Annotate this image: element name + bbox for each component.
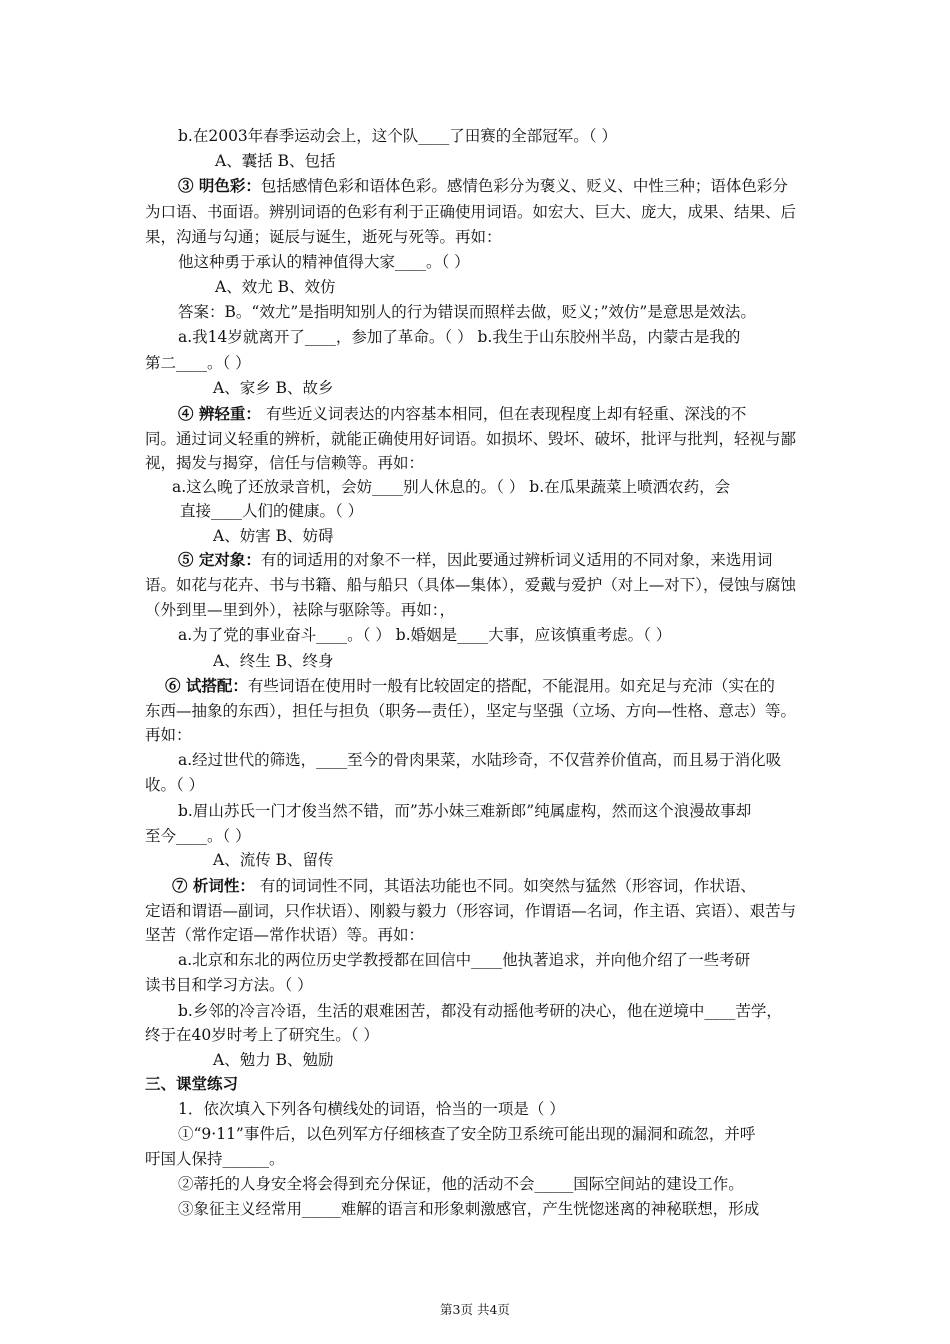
options-line: A、妨害 B、妨碍 <box>213 527 334 545</box>
heading-text: 有些近义词表达的内容基本相同，但在表现程度上却有轻重、深浅的不 <box>260 405 747 423</box>
options-line: A、终生 B、终身 <box>213 652 334 670</box>
heading-text: 包括感情色彩和语体色彩。感情色彩分为褒义、贬义、中性三种；语体色彩分 <box>260 177 788 195</box>
heading-text: 有的词词性不同，其语法功能也不同。如突然与猛然（形容词，作状语、 <box>254 877 756 895</box>
text-line: 视，揭发与揭穿，信任与信赖等。再如： <box>145 454 425 472</box>
text-line: 为口语、书面语。辨别词语的色彩有利于正确使用词语。如宏大、巨大、庞大，成果、结果、后 <box>145 203 797 221</box>
section-heading-color <box>178 176 788 196</box>
text-line: a.为了党的事业奋斗____。（ ） b.婚姻是____大事，应该慎重考虑。（ ） <box>178 626 672 644</box>
options-line: A、勉力 B、勉励 <box>213 1051 334 1069</box>
section-heading-object <box>178 550 772 570</box>
heading-label: ⑥ 试搭配： <box>165 676 248 695</box>
heading-label: ⑦ 析词性： <box>172 876 255 895</box>
text-line: 同。通过词义轻重的辨析，就能正确使用好词语。如损坏、毁坏、破坏，批评与批判，轻视与鄙 <box>145 430 797 448</box>
text-line: b.在2003年春季运动会上，这个队____了田赛的全部冠军。（ ） <box>178 127 617 145</box>
options-line: A、囊括 B、包括 <box>215 152 336 170</box>
text-line: a.我14岁就离开了____，参加了革命。（ ） b.我生于山东胶州半岛，内蒙古是我的 <box>178 328 741 346</box>
text-line: 定语和谓语—副词，只作状语）、刚毅与毅力（形容词，作谓语—名词，作主语、宾语）、艰苦与 <box>145 902 797 920</box>
text-line: 再如： <box>145 726 192 744</box>
heading-label: ③ 明色彩： <box>178 176 261 195</box>
text-line: 东西—抽象的东西），担任与担负（职务—责任），坚定与坚强（立场、方向—性格、意志）等。 <box>145 702 797 720</box>
text-line: 第二____。（ ） <box>145 354 251 372</box>
text-line: 读书目和学习方法。（ ） <box>145 976 313 994</box>
options-line: A、家乡 B、故乡 <box>213 379 334 397</box>
section-heading-part-of-speech <box>172 876 756 896</box>
text-line: a.经过世代的筛选，____至今的骨肉果菜，水陆珍奇，不仅营养价值高，而且易于消化吸 <box>178 751 782 769</box>
text-line: 果，沟通与勾通；诞辰与诞生，逝死与死等。再如： <box>145 228 502 246</box>
text-line: （外到里—里到外），袪除与驱除等。再如：， <box>145 601 456 619</box>
heading-label: ⑤ 定对象： <box>178 550 261 569</box>
text-line: a.北京和东北的两位历史学教授都在回信中____他执著追求，并向他介绍了一些考研 <box>178 951 751 969</box>
text-line: b.眉山苏氏一门才俊当然不错，而”苏小妹三难新郎”纯属虚构，然而这个浪漫故事却 <box>178 802 752 820</box>
text-line: 直接____人们的健康。（ ） <box>180 502 364 520</box>
question-line: ②蒂托的人身安全将会得到充分保证，他的活动不会_____国际空间站的建设工作。 <box>178 1175 744 1193</box>
question-line: 1．依次填入下列各句横线处的词语，恰当的一项是（ ） <box>178 1100 565 1118</box>
options-line: A、流传 B、留传 <box>213 851 334 869</box>
text-line: b.乡邻的冷言冷语，生活的艰难困苦，都没有动摇他考研的决心，他在逆境中____苦学， <box>178 1002 782 1020</box>
answer-line: 答案：B。“效尤”是指明知别人的行为错误而照样去做，贬义；”效仿”是意思是效法。 <box>178 303 756 321</box>
section-title: 三、课堂练习 <box>145 1074 239 1093</box>
text-line: 语。如花与花卉、书与书籍、船与船只（具体—集体），爱戴与爱护（对上—对下），侵蚀与腐蚀 <box>145 576 797 594</box>
text-line: a.这么晚了还放录音机，会妨____别人休息的。（ ） b.在瓜果蔬菜上喷洒农药，会 <box>172 478 731 496</box>
options-line: A、效尤 B、效仿 <box>215 278 336 296</box>
heading-label: ④ 辨轻重： <box>178 404 261 423</box>
text-line: 收。（ ） <box>145 776 205 794</box>
text-line: 他这种勇于承认的精神值得大家____。（ ） <box>178 253 470 271</box>
section-heading-weight <box>178 404 746 424</box>
question-line: ①“9·11”事件后，以色列军方仔细核查了安全防卫系统可能出现的漏洞和疏忽，并呼 <box>178 1125 756 1143</box>
text-line: 坚苦（常作定语—常作状语）等。再如： <box>145 926 425 944</box>
heading-text: 有的词适用的对象不一样，因此要通过辨析词义适用的不同对象，来选用词 <box>260 551 773 569</box>
page-footer: 第3页 共4页 <box>440 1302 510 1317</box>
question-line: ③象征主义经常用_____难解的语言和形象刺激感官，产生恍惚迷离的神秘联想，形成 <box>178 1200 760 1218</box>
text-line: 至今____。（ ） <box>145 827 251 845</box>
text-line: 终于在40岁时考上了研究生。（ ） <box>145 1026 379 1044</box>
section-heading-collocation <box>165 676 775 696</box>
heading-text: 有些词语在使用时一般有比较固定的搭配，不能混用。如充足与充沛（实在的 <box>247 677 775 695</box>
question-line: 吁国人保持______。 <box>145 1150 285 1168</box>
